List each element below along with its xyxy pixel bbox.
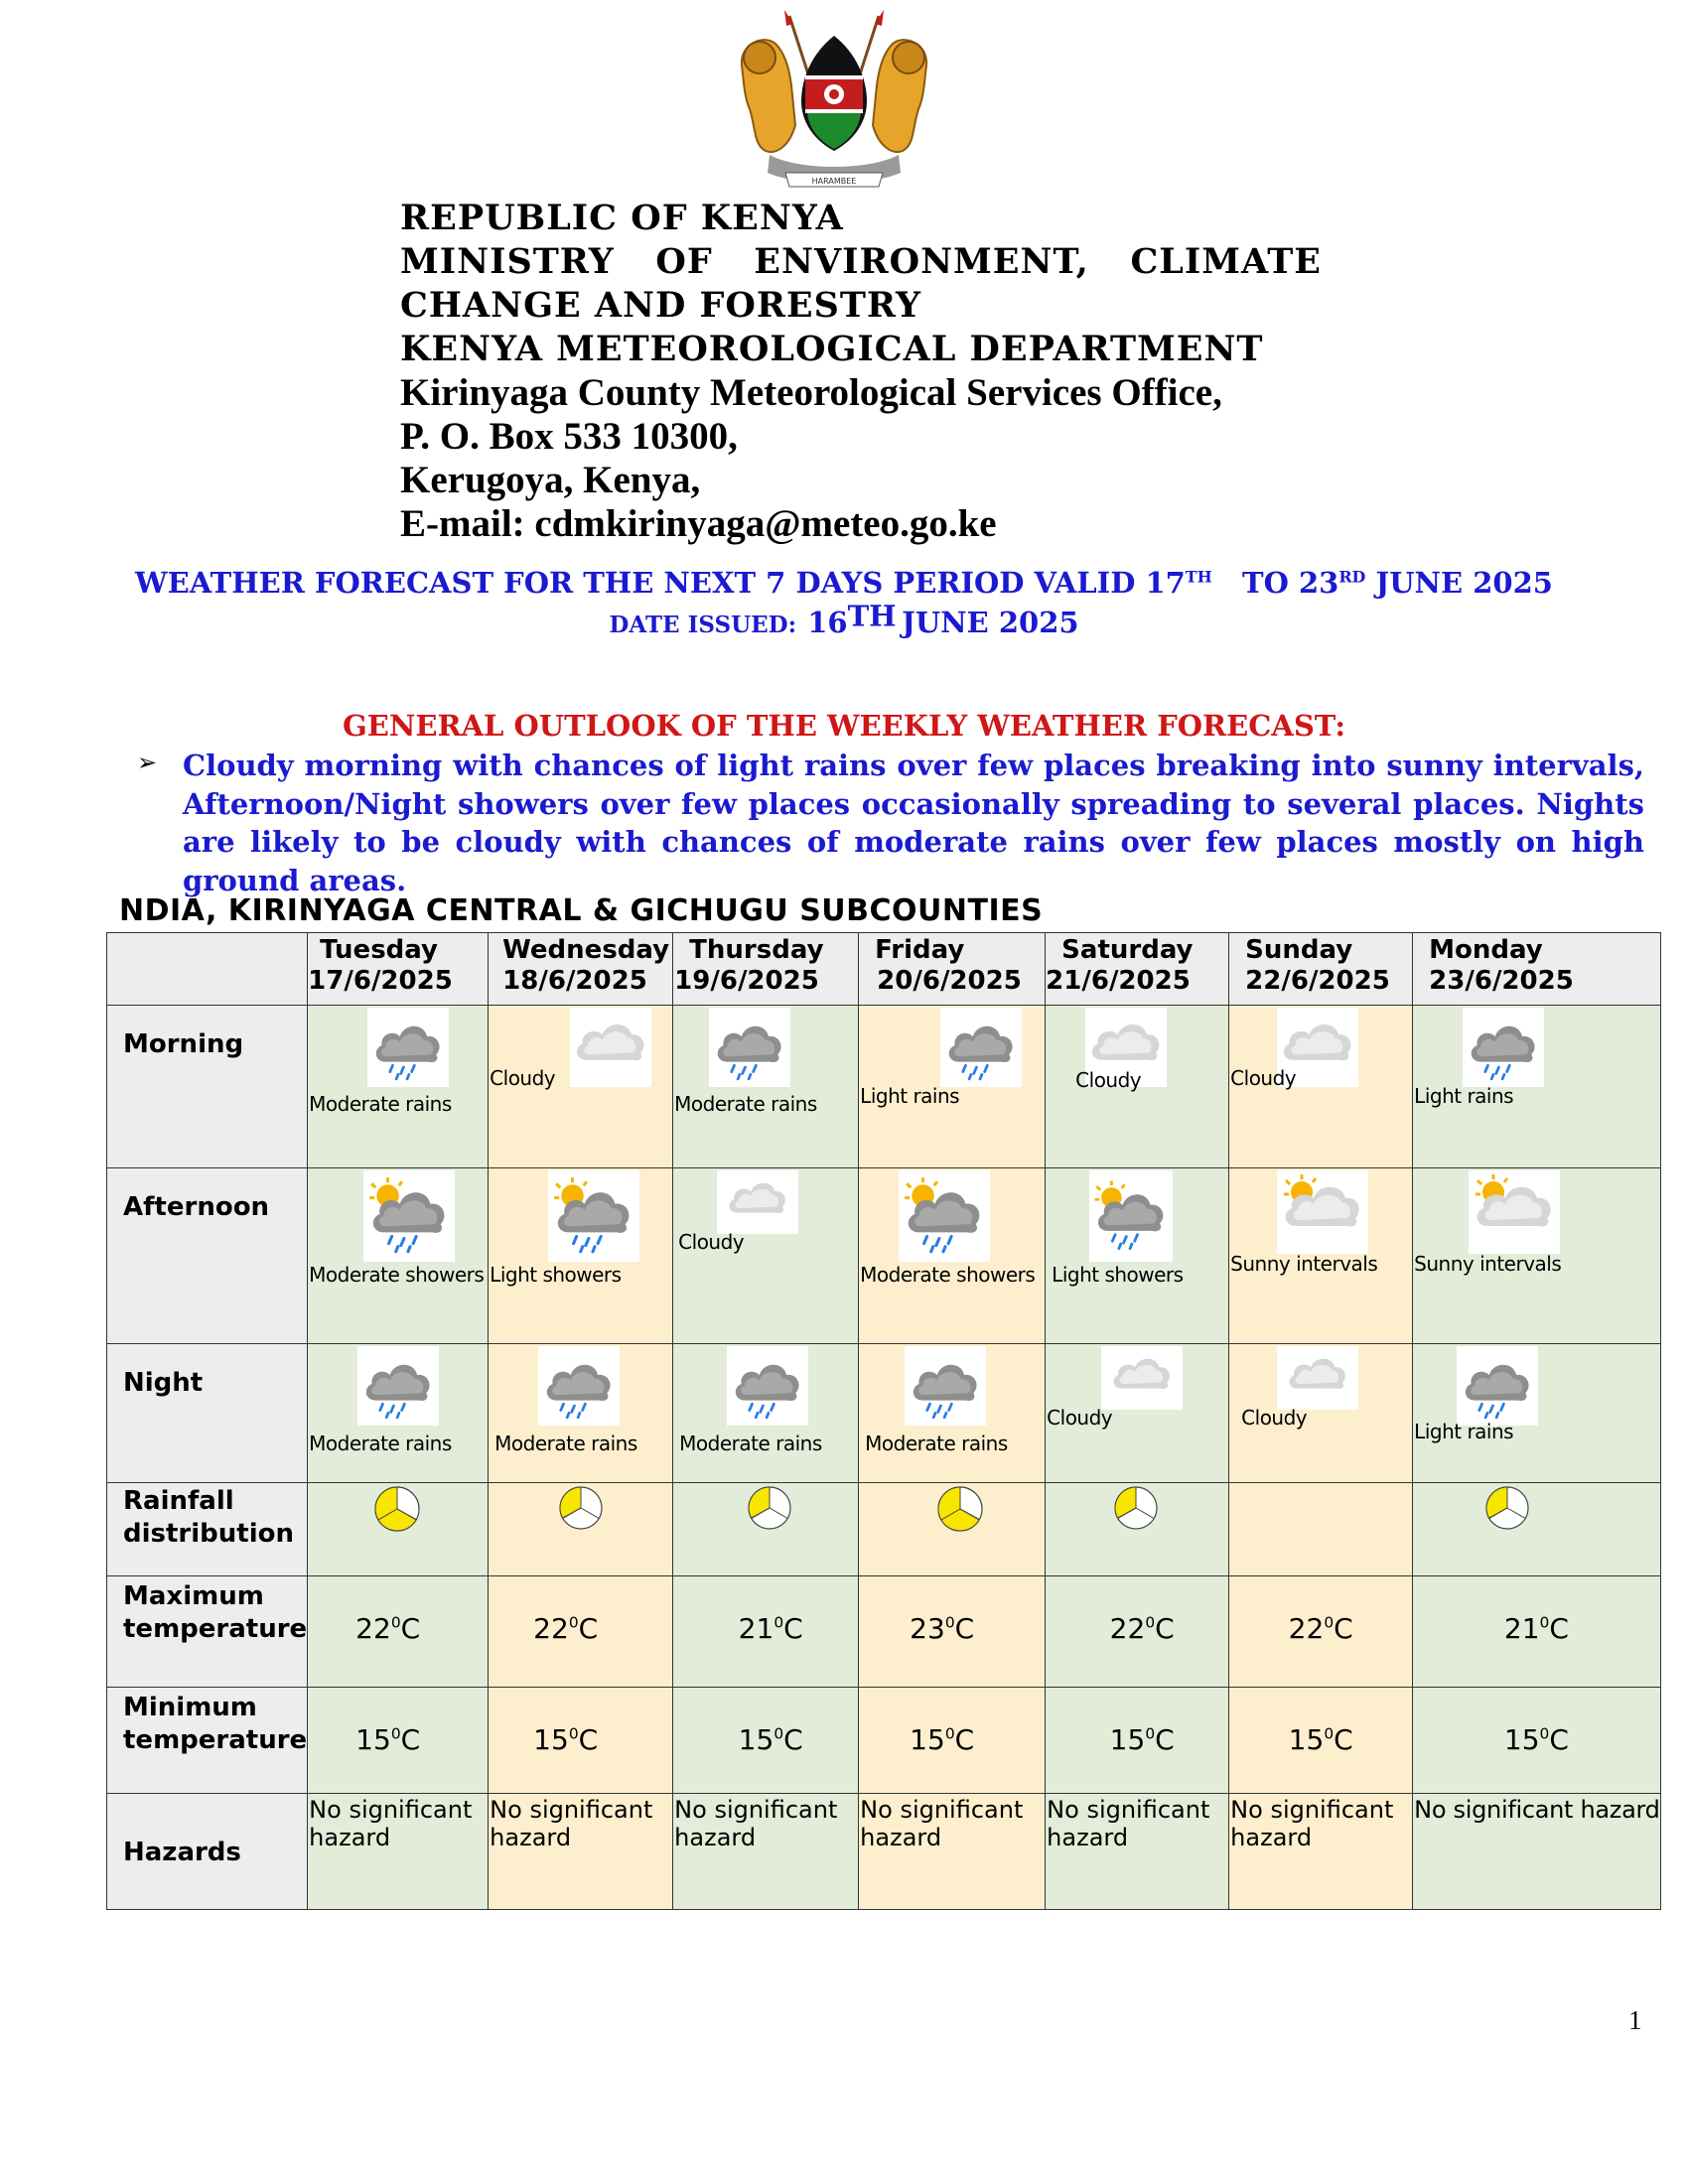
hazard-text: No significant hazard [309,1796,473,1851]
rainfall-pie-icon [936,1485,984,1533]
arrow-bullet-icon: ➢ [137,749,158,776]
degree-sup: 0 [390,1724,401,1743]
row-label-cell [107,1344,308,1483]
hazard-cell [673,1794,859,1910]
rainfall-pie-icon [747,1485,792,1531]
header-line-town: Kerugoya, Kenya, [400,459,701,501]
condition-label: Moderate rains [679,1432,822,1455]
forecast-table [106,932,1661,1910]
morning-row [107,1006,1661,1168]
temp-cell [489,1576,673,1688]
forecast-cell [308,1344,489,1483]
ministry-word: ENVIRONMENT, [754,241,1089,282]
forecast-cell [489,1006,673,1168]
rain-cloud-icon [357,1346,439,1426]
max-temp-row [107,1576,1661,1688]
hazard-text: No significant hazard [1047,1796,1210,1851]
condition-label: Light rains [860,1084,960,1108]
forecast-title-sup: TH [1185,567,1212,587]
day-date: 23/6/2025 [1429,966,1574,996]
rain-cloud-icon [709,1008,790,1087]
temp-unit: C [578,1723,599,1756]
header-corner [107,933,308,1006]
rainfall-cell [1229,1483,1413,1576]
temp-cell [1229,1688,1413,1794]
date-issued-label: DATE ISSUED: [609,612,797,638]
day-header [673,933,859,1006]
min-temp-value: 15 [1288,1723,1325,1756]
row-label-max-temp: temperature [123,1614,308,1644]
sun-cloud-rain-icon [548,1170,639,1262]
header-line-email: E-mail: cdmkirinyaga@meteo.go.ke [400,502,997,545]
degree-sup: 0 [1145,1613,1156,1632]
condition-label: Light rains [1414,1420,1514,1443]
rainfall-row [107,1483,1661,1576]
row-label-cell [107,1688,308,1794]
outlook-text: Cloudy morning with chances of light rains over few places breaking into sunny intervals, Afternoon/Night showers over few places occasionally spreading to several places. Nights are likely to be cloudy with chances of moderate rains over few places mostly on high ground areas. [183,749,1644,897]
temp-unit: C [783,1612,803,1645]
hazard-cell [308,1794,489,1910]
rainfall-pie-icon [558,1485,604,1531]
cloud-icon [1101,1346,1183,1410]
forecast-cell [673,1168,859,1344]
rainfall-cell [1046,1483,1229,1576]
rainfall-pie-icon [373,1485,421,1533]
rain-cloud-icon [367,1008,449,1087]
max-temp-value: 22 [1109,1612,1146,1645]
forecast-cell [1413,1168,1660,1344]
day-name: Thursday [689,935,824,965]
forecast-cell [1413,1344,1660,1483]
min-temp-value: 15 [1503,1723,1540,1756]
forecast-title [0,566,1688,600]
degree-sup: 0 [568,1724,579,1743]
max-temp-value: 22 [533,1612,569,1645]
forecast-cell [1229,1344,1413,1483]
temp-cell [1046,1576,1229,1688]
night-row [107,1344,1661,1483]
forecast-cell [489,1344,673,1483]
forecast-cell [859,1344,1046,1483]
temp-unit: C [954,1723,975,1756]
temp-cell [1229,1576,1413,1688]
temp-cell [1413,1576,1660,1688]
row-label-cell [107,1483,308,1576]
header-line-ministry [400,240,1322,284]
temp-unit: C [1549,1723,1569,1756]
row-label-rainfall: Rainfall [123,1486,234,1516]
condition-label: Moderate rains [494,1432,637,1455]
forecast-title-text: JUNE 2025 [1375,566,1553,600]
row-label-night: Night [123,1368,204,1398]
degree-sup: 0 [390,1613,401,1632]
temp-cell [1413,1688,1660,1794]
row-label-morning: Morning [123,1029,244,1059]
day-name: Saturday [1061,935,1194,965]
max-temp-value: 21 [1503,1612,1540,1645]
temp-cell [859,1576,1046,1688]
temp-unit: C [400,1723,421,1756]
sun-cloud-icon [1469,1170,1560,1254]
day-name: Tuesday [320,935,438,965]
degree-sup: 0 [774,1724,784,1743]
day-header [1046,933,1229,1006]
row-label-cell [107,1794,308,1910]
condition-label: Light showers [1052,1263,1184,1287]
forecast-cell [673,1006,859,1168]
row-label-cell [107,1168,308,1344]
rain-cloud-icon [727,1346,808,1426]
header-line-department: KENYA METEOROLOGICAL DEPARTMENT [400,329,1264,369]
rainfall-cell [673,1483,859,1576]
min-temp-value: 15 [1109,1723,1146,1756]
day-header [1229,933,1413,1006]
header-line-republic: REPUBLIC OF KENYA [400,198,844,238]
hazard-text: No significant hazard [490,1796,653,1851]
rainfall-cell [859,1483,1046,1576]
forecast-cell [1046,1006,1229,1168]
degree-sup: 0 [1539,1724,1550,1743]
condition-label: Light showers [490,1263,622,1287]
condition-label: Moderate rains [309,1092,452,1116]
forecast-cell [859,1168,1046,1344]
rainfall-pie-icon [1297,1485,1342,1531]
rainfall-cell [1413,1483,1660,1576]
degree-sup: 0 [568,1613,579,1632]
degree-sup: 0 [1324,1724,1335,1743]
row-label-max-temp: Maximum [123,1581,264,1611]
max-temp-value: 21 [738,1612,774,1645]
temp-cell [859,1688,1046,1794]
hazard-cell [1413,1794,1660,1910]
cloud-icon [570,1008,651,1087]
temp-cell [673,1576,859,1688]
sun-cloud-icon [1277,1170,1368,1254]
ministry-word: OF [655,241,713,282]
page-number: 1 [1628,2005,1642,2035]
day-name: Wednesday [502,935,670,965]
ministry-word: MINISTRY [400,241,615,282]
date-issued-value: JUNE 2025 [902,606,1079,639]
max-temp-value: 22 [355,1612,391,1645]
ministry-word: CLIMATE [1130,241,1322,282]
max-temp-value: 23 [910,1612,945,1645]
row-label-min-temp: temperature [123,1725,308,1755]
temp-cell [489,1688,673,1794]
region-title: NDIA, KIRINYAGA CENTRAL & GICHUGU SUBCOUNTIES [119,893,1044,928]
hazard-text: No significant hazard [1414,1796,1660,1824]
condition-label: Cloudy [1047,1406,1113,1430]
forecast-cell [1229,1168,1413,1344]
condition-label: Moderate rains [309,1432,452,1455]
min-temp-row [107,1688,1661,1794]
day-name: Friday [875,935,965,965]
temp-unit: C [578,1612,599,1645]
date-issued-sup: TH [847,599,897,633]
hazard-text: No significant hazard [674,1796,838,1851]
rainfall-pie-icon [1484,1485,1530,1531]
date-issued-value: 16 [807,606,848,639]
temp-unit: C [400,1612,421,1645]
cloud-icon [717,1170,798,1234]
max-temp-value: 22 [1288,1612,1325,1645]
degree-sup: 0 [944,1613,955,1632]
min-temp-value: 15 [355,1723,391,1756]
rain-cloud-icon [538,1346,620,1426]
hazard-text: No significant hazard [1230,1796,1394,1851]
degree-sup: 0 [1539,1613,1550,1632]
degree-sup: 0 [1324,1613,1335,1632]
day-header [308,933,489,1006]
temp-unit: C [783,1723,803,1756]
letterhead [400,197,1322,546]
rainfall-pie-icon [1113,1485,1159,1531]
day-date: 20/6/2025 [877,966,1022,996]
condition-label: Cloudy [1075,1068,1142,1092]
condition-label: Cloudy [678,1230,745,1254]
svg-text:HARAMBEE: HARAMBEE [811,177,857,186]
row-label-hazards: Hazards [123,1838,241,1867]
forecast-cell [673,1344,859,1483]
hazard-text: No significant hazard [860,1796,1024,1851]
degree-sup: 0 [774,1613,784,1632]
temp-unit: C [1155,1723,1175,1756]
row-label-min-temp: Minimum [123,1693,257,1722]
degree-sup: 0 [1145,1724,1156,1743]
forecast-cell [1046,1168,1229,1344]
rainfall-cell [308,1483,489,1576]
temp-cell [673,1688,859,1794]
condition-label: Cloudy [490,1066,556,1090]
temp-unit: C [954,1612,975,1645]
condition-label: Cloudy [1230,1066,1297,1090]
day-header [489,933,673,1006]
forecast-title-text: WEATHER FORECAST FOR THE NEXT 7 DAYS PERIOD VALID 17 [135,566,1186,600]
temp-unit: C [1549,1612,1569,1645]
condition-label: Light rains [1414,1084,1514,1108]
header-line-po-box: P. O. Box 533 10300, [400,415,738,458]
forecast-cell [489,1168,673,1344]
min-temp-value: 15 [533,1723,569,1756]
table-header-row [107,933,1661,1006]
temp-unit: C [1334,1723,1353,1756]
forecast-cell [1046,1344,1229,1483]
day-date: 18/6/2025 [502,966,647,996]
hazard-cell [1046,1794,1229,1910]
row-label-rainfall: distribution [123,1519,294,1549]
forecast-title-text: TO 23 [1242,566,1339,600]
day-date: 19/6/2025 [674,966,819,996]
temp-cell [308,1688,489,1794]
date-issued [0,599,1688,639]
day-header [859,933,1046,1006]
header-line-ministry-cont: CHANGE AND FORESTRY [400,285,921,326]
outlook-heading: GENERAL OUTLOOK OF THE WEEKLY WEATHER FORECAST: [342,709,1346,743]
sun-cloud-rain-icon [363,1170,455,1262]
sun-cloud-rain-icon [899,1170,990,1262]
hazards-row [107,1794,1661,1910]
hazard-cell [859,1794,1046,1910]
condition-label: Moderate showers [309,1263,485,1287]
coat-of-arms [730,6,938,193]
rain-cloud-icon [905,1346,986,1426]
temp-cell [1046,1688,1229,1794]
cloud-icon [1277,1346,1358,1410]
condition-label: Cloudy [1241,1406,1308,1430]
hazard-cell [489,1794,673,1910]
day-date: 21/6/2025 [1046,966,1191,996]
forecast-cell [308,1006,489,1168]
hazard-cell [1229,1794,1413,1910]
rain-cloud-icon [1457,1346,1538,1426]
day-name: Sunday [1245,935,1353,965]
day-header [1413,933,1660,1006]
rainfall-cell [489,1483,673,1576]
row-label-afternoon: Afternoon [123,1192,270,1222]
condition-label: Sunny intervals [1414,1252,1562,1276]
rain-cloud-icon [940,1008,1022,1087]
degree-sup: 0 [944,1724,955,1743]
condition-label: Moderate showers [860,1263,1036,1287]
afternoon-row [107,1168,1661,1344]
condition-label: Sunny intervals [1230,1252,1378,1276]
day-date: 22/6/2025 [1245,966,1390,996]
temp-cell [308,1576,489,1688]
temp-unit: C [1334,1612,1353,1645]
day-name: Monday [1429,935,1543,965]
header-line-office: Kirinyaga County Meteorological Services Office, [400,371,1222,414]
sun-cloud-rain-icon [1089,1170,1173,1262]
forecast-cell [308,1168,489,1344]
row-label-cell [107,1576,308,1688]
temp-unit: C [1155,1612,1175,1645]
forecast-title-sup: RD [1338,567,1366,587]
row-label-cell [107,1006,308,1168]
min-temp-value: 15 [738,1723,774,1756]
condition-label: Moderate rains [674,1092,817,1116]
rain-cloud-icon [1463,1008,1544,1087]
forecast-cell [859,1006,1046,1168]
min-temp-value: 15 [910,1723,945,1756]
forecast-cell [1229,1006,1413,1168]
day-date: 17/6/2025 [308,966,453,996]
condition-label: Moderate rains [865,1432,1008,1455]
forecast-cell [1413,1006,1660,1168]
